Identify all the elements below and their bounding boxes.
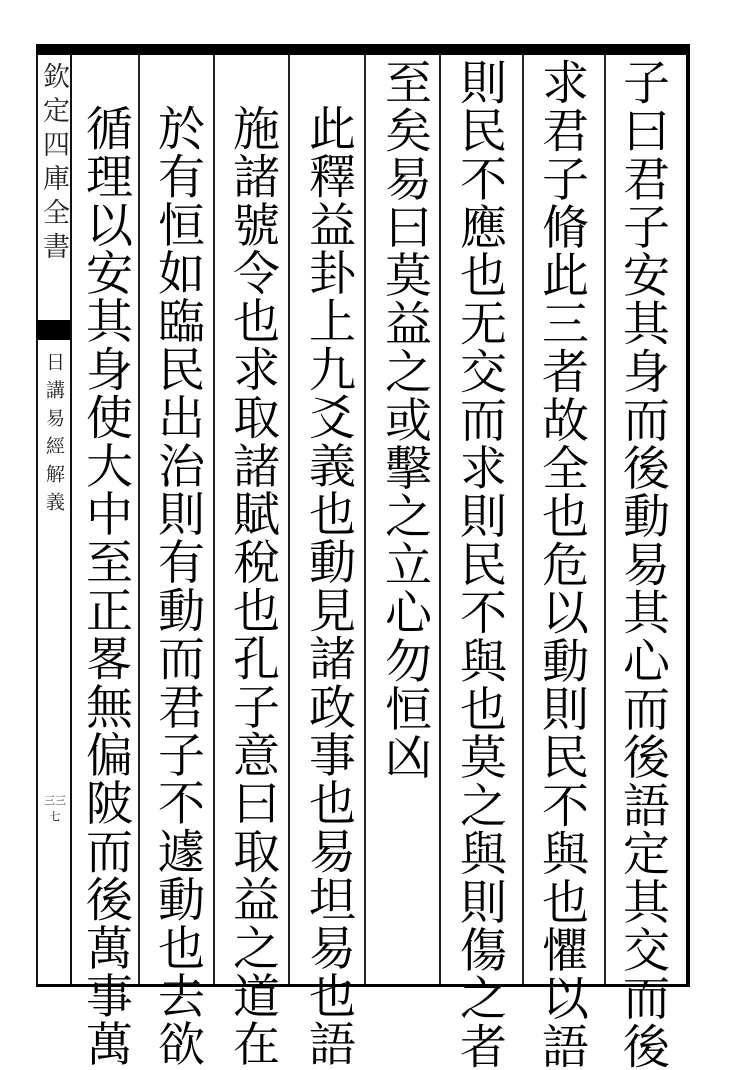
fish-tail-band [36,320,70,340]
column-rule [138,55,140,984]
page-number: 三三七 [44,794,66,823]
column-rule [604,55,606,984]
text-column-6: 施諸號令也求取諸賦稅也孔子意曰取益之道在 [225,104,280,1068]
text-column-1: 子曰君子安其身而後動易其心而後語定其交而後 [615,58,670,1070]
column-rule [288,55,290,984]
margin-divider [70,55,72,984]
column-rule [213,55,215,984]
column-rule [364,55,366,984]
column-rule [439,55,441,984]
text-column-8: 循理以安其身使大中至正畧無偏陂而後萬事萬 [78,104,133,1068]
text-column-4: 至矣易曰莫益之或擊之立心勿恒凶 [377,58,432,781]
column-rule [522,55,524,984]
book-title: 欽定四庫全書 [38,62,69,266]
text-column-2: 求君子脩此三者故全也危以動則民不與也懼以語 [534,58,589,1070]
chapter-title: 日講易經解義 [43,352,65,520]
text-column-5: 此釋益卦上九爻義也動見諸政事也易坦易也語 [301,104,356,1068]
text-column-3: 則民不應也无交而求則民不與也莫之與則傷之者 [452,58,507,1070]
text-column-7: 於有恒如臨民出治則有動而君子不遽動也去欲 [150,104,205,1068]
top-border [36,44,688,55]
right-border [686,44,690,987]
